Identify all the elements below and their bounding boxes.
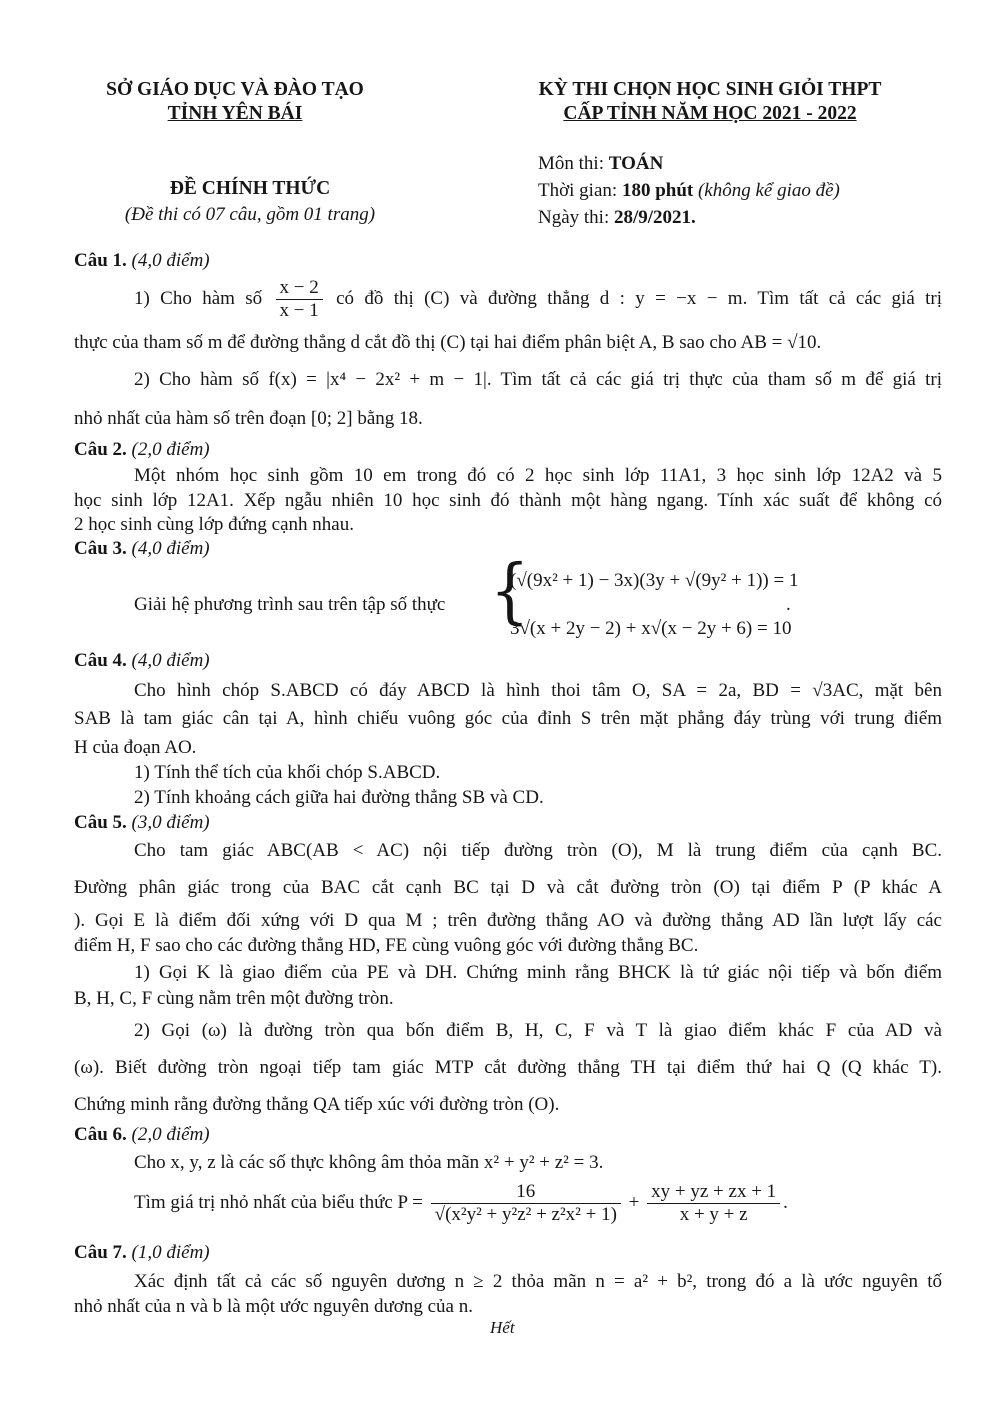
q5-line8: (ω). Biết đường tròn ngoại tiếp tam giác MTP cắt đường thẳng TH tại điểm thứ hai Q (Q khác T). [74,1057,942,1078]
exam-name: KỲ THI CHỌN HỌC SINH GIỎI THPT [538,79,882,100]
subject-line: Môn thi: TOÁN [538,153,664,174]
q5-line1: Cho tam giác ABC(AB < AC) nội tiếp đường tròn (O), M là trung điểm của cạnh BC. [134,840,942,861]
official-title: ĐỀ CHÍNH THỨC [169,178,331,199]
official-block [70,176,430,228]
q5-line6: B, H, C, F cùng nằm trên một đường tròn. [74,988,394,1009]
q3-heading: Câu 3. (4,0 điểm) [74,538,210,559]
q5-line5: 1) Gọi K là giao điểm của PE và DH. Chứng minh rằng BHCK là tứ giác nội tiếp và bốn điểm [134,962,942,983]
q4-line3: H của đoạn AO. [74,737,197,758]
exam-level: CẤP TỈNH NĂM HỌC 2021 - 2022 [563,103,857,124]
q1-part1-line2: thực của tham số m để đường thẳng d cắt đồ thị (C) tại hai điểm phân biệt A, B sao cho AB = √10. [74,332,822,353]
q2-line1: Một nhóm học sinh gồm 10 em trong đó có 2 học sinh lớp 11A1, 3 học sinh lớp 12A2 và 5 [134,465,942,486]
q5-line3: ). Gọi E là điểm đối xứng với D qua M ; trên đường thẳng AO và đường thẳng AD lần lượt lấy các [74,910,942,931]
q6-line2: Tìm giá trị nhỏ nhất của biểu thức P = $\frac{16}{\text{√(x²y² + y²z² + z²x² + 1)}}$ + $\frac{xy + yz + zx + 1}{x + y + z}$ . [134,1181,788,1226]
q3-equation-2: 3√(x + 2y − 2) + x√(x − 2y + 6) = 10 [510,618,792,639]
header-right [490,78,930,126]
department-name: SỞ GIÁO DỤC VÀ ĐÀO TẠO [106,79,364,100]
end-marker: Hết [490,1318,515,1337]
q3-equation-1: (√(9x² + 1) − 3x)(3y + √(9y² + 1)) = 1 [510,570,799,591]
exam-meta [538,150,978,231]
province-name: TỈNH YÊN BÁI [167,103,303,124]
q3-end-dot: . [786,594,791,615]
q1-heading: Câu 1. (4,0 điểm) [74,250,210,271]
q2-heading: Câu 2. (2,0 điểm) [74,439,210,460]
q5-line4: điểm H, F sao cho các đường thẳng HD, FE cùng vuông góc với đường thẳng BC. [74,935,699,956]
q5-heading: Câu 5. (3,0 điểm) [74,812,210,833]
q6-fraction-1: $\frac{16}{\text{√(x²y² + y²z² + z²x² + 1)}}$ [431,1181,621,1226]
q5-line9: Chứng minh rằng đường thẳng QA tiếp xúc với đường tròn (O). [74,1094,560,1115]
q4-line2: SAB là tam giác cân tại A, hình chiếu vuông góc của đỉnh S trên mặt phẳng đáy trùng với trung điểm [74,708,942,729]
q1-part2-line1: 2) Cho hàm số f(x) = |x⁴ − 2x² + m − 1|. Tìm tất cả các giá trị thực của tham số m để giá trị [134,369,942,390]
q5-line7: 2) Gọi (ω) là đường tròn qua bốn điểm B, H, C, F và T là giao điểm khác F của AD và [134,1020,942,1041]
q4-line5: 2) Tính khoảng cách giữa hai đường thẳng SB và CD. [134,787,544,808]
q1-fraction: $\frac{x - 2}{x - 1}$ [276,277,323,322]
q2-line2: học sinh lớp 12A1. Xếp ngẫu nhiên 10 học sinh đó thành một hàng ngang. Tính xác suất để không có [74,490,942,511]
q6-heading: Câu 6. (2,0 điểm) [74,1124,210,1145]
official-note: (Đề thi có 07 câu, gồm 01 trang) [124,204,376,225]
time-line: Thời gian: 180 phút (không kể giao đề) [538,180,840,201]
q2-line3: 2 học sinh cùng lớp đứng cạnh nhau. [74,514,354,535]
q7-line1: Xác định tất cả các số nguyên dương n ≥ 2 thỏa mãn n = a² + b², trong đó a là ước nguyên tố [134,1271,942,1292]
q7-line2: nhỏ nhất của n và b là một ước nguyên dương của n. [74,1296,473,1317]
q4-line4: 1) Tính thể tích của khối chóp S.ABCD. [134,762,441,783]
q3-text: Giải hệ phương trình sau trên tập số thực [134,594,446,615]
q4-line1: Cho hình chóp S.ABCD có đáy ABCD là hình thoi tâm O, SA = 2a, BD = √3AC, mặt bên [134,680,942,701]
q7-heading: Câu 7. (1,0 điểm) [74,1242,210,1263]
q6-fraction-2: $\frac{xy + yz + zx + 1}{x + y + z}$ [647,1181,780,1226]
q1-part2-line2: nhỏ nhất của hàm số trên đoạn [0; 2] bằng 18. [74,408,423,429]
date-line: Ngày thi: 28/9/2021. [538,207,696,228]
q4-heading: Câu 4. (4,0 điểm) [74,650,210,671]
q5-line2: Đường phân giác trong của BAC cắt cạnh BC tại D và cắt đường tròn (O) tại điểm P (P khác A [74,877,942,898]
q6-line1: Cho x, y, z là các số thực không âm thỏa mãn x² + y² + z² = 3. [134,1152,604,1173]
system-brace: { [490,548,530,633]
header-left [0,78,470,126]
q1-part1-line1: 1) Cho hàm số $\frac{x - 2}{x - 1}$ có đồ thị (C) và đường thẳng d : y = −x − m. Tìm tất cả các giá trị [134,277,942,322]
